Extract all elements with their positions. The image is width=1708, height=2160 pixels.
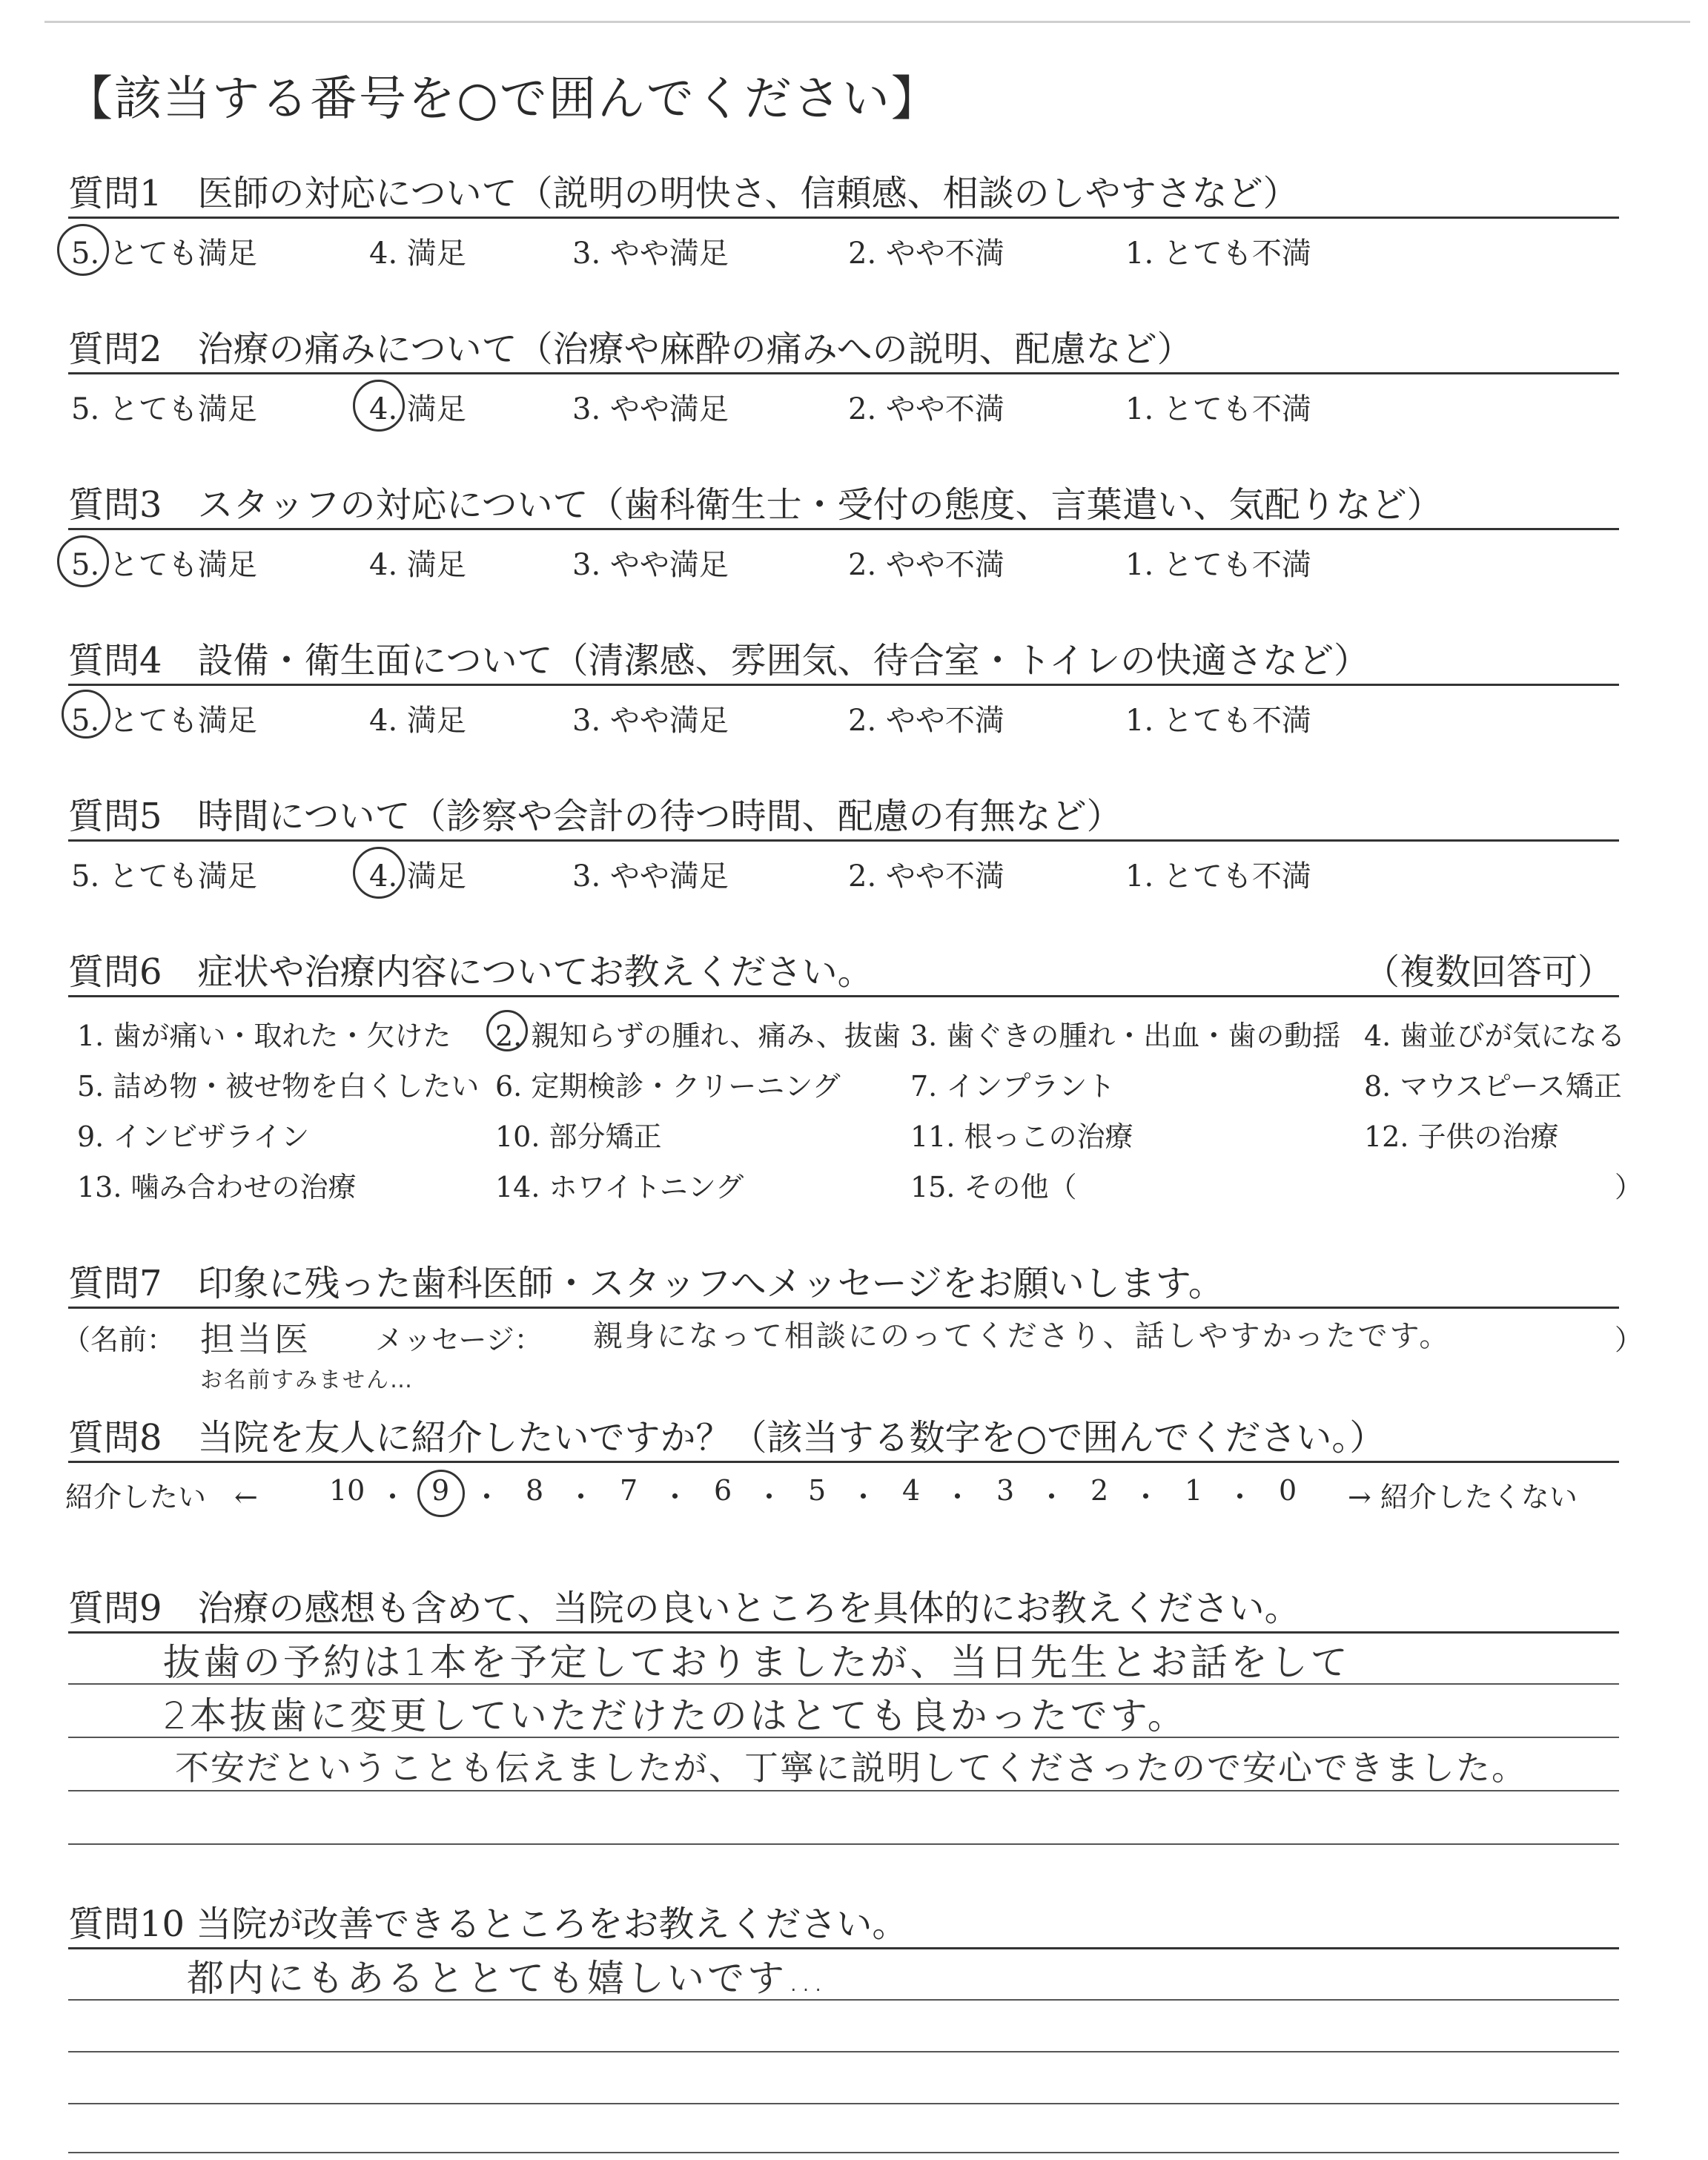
question-1-option-2[interactable]: 2. やや不満 xyxy=(848,237,1004,271)
question-5-option-3[interactable]: 3. やや満足 xyxy=(572,859,729,894)
recommend-score-10[interactable]: 10 xyxy=(329,1474,365,1507)
top-border xyxy=(44,21,1690,23)
question-3-option-1[interactable]: 1. とても不満 xyxy=(1125,548,1311,582)
good-points-line-1[interactable]: 抜歯の予約は1本を予定しておりましたが、当日先生とお話をして xyxy=(163,1641,1351,1684)
symptom-option-4[interactable]: 4. 歯並びが気になる xyxy=(1364,1020,1626,1052)
question-5-option-4[interactable]: 4. 満足 xyxy=(369,859,466,894)
question-1-title: 質問1 医師の対応について（説明の明快さ、信頼感、相談のしやすさなど） xyxy=(68,173,1299,214)
page-heading: 【該当する番号を○で囲んでください】 xyxy=(65,72,940,127)
question-2-option-2[interactable]: 2. やや不満 xyxy=(848,392,1004,426)
question-2-option-4[interactable]: 4. 満足 xyxy=(369,392,466,426)
scale-separator-dot: ・ xyxy=(661,1481,689,1513)
scale-separator-dot: ・ xyxy=(1225,1481,1254,1513)
symptom-other-close-paren: ） xyxy=(1615,1171,1644,1203)
scale-separator-dot: ・ xyxy=(1037,1481,1066,1513)
symptom-option-15[interactable]: 15. その他（ xyxy=(910,1171,1077,1203)
scale-separator-dot: ・ xyxy=(943,1481,972,1513)
recommend-left-label: 紹介したい ← xyxy=(65,1481,258,1513)
scale-separator-dot: ・ xyxy=(755,1481,784,1513)
symptom-option-8[interactable]: 8. マウスピース矯正 xyxy=(1364,1070,1622,1103)
recommend-score-8[interactable]: 8 xyxy=(526,1474,544,1507)
recommend-score-1[interactable]: 1 xyxy=(1185,1474,1203,1507)
answer-line xyxy=(68,2152,1619,2153)
question-5-title: 質問5 時間について（診察や会計の待つ時間、配慮の有無など） xyxy=(68,796,1122,837)
question-4-option-5[interactable]: 5. とても満足 xyxy=(71,704,257,738)
question-3-option-2[interactable]: 2. やや不満 xyxy=(848,548,1004,582)
question-8-rule xyxy=(68,1461,1619,1463)
question-2-title: 質問2 治療の痛みについて（治療や麻酔の痛みへの説明、配慮など） xyxy=(68,328,1193,370)
scale-separator-dot: ・ xyxy=(1131,1481,1160,1513)
question-4-title: 質問4 設備・衛生面について（清潔感、雰囲気、待合室・トイレの快適さなど） xyxy=(68,640,1370,681)
recommend-right-label: → 紹介したくない xyxy=(1348,1481,1578,1513)
recommend-selection-circle xyxy=(417,1470,465,1517)
question-2-rule xyxy=(68,372,1619,374)
message-close-paren: ） xyxy=(1615,1324,1644,1356)
symptom-option-12[interactable]: 12. 子供の治療 xyxy=(1364,1120,1559,1153)
answer-line xyxy=(68,1843,1619,1845)
question-7-rule xyxy=(68,1307,1619,1309)
question-2-option-3[interactable]: 3. やや満足 xyxy=(572,392,729,426)
question-9-title: 質問9 治療の感想も含めて、当院の良いところを具体的にお教えください。 xyxy=(68,1588,1300,1629)
question-8-title: 質問8 当院を友人に紹介したいですか？（該当する数字を○で囲んでください。） xyxy=(68,1417,1386,1459)
question-1-option-4[interactable]: 4. 満足 xyxy=(369,237,466,271)
improvement-line-1[interactable]: 都内にもあるととても嬉しいです… xyxy=(187,1957,827,2000)
symptom-option-6[interactable]: 6. 定期検診・クリーニング xyxy=(495,1070,841,1103)
recommend-score-5[interactable]: 5 xyxy=(808,1474,827,1507)
question-1-option-5[interactable]: 5. とても満足 xyxy=(71,237,257,271)
symptom-option-14[interactable]: 14. ホワイトニング xyxy=(495,1171,744,1203)
question-5-option-2[interactable]: 2. やや不満 xyxy=(848,859,1004,894)
recommend-score-3[interactable]: 3 xyxy=(996,1474,1015,1507)
question-4-option-2[interactable]: 2. やや不満 xyxy=(848,704,1004,738)
answer-line xyxy=(68,2103,1619,2104)
recommend-score-7[interactable]: 7 xyxy=(620,1474,638,1507)
message-label: メッセージ： xyxy=(375,1324,543,1356)
question-10-title: 質問10 当院が改善できるところをお教えください。 xyxy=(68,1903,908,1945)
question-5-option-5[interactable]: 5. とても満足 xyxy=(71,859,257,894)
question-5-rule xyxy=(68,839,1619,842)
symptom-option-7[interactable]: 7. インプラント xyxy=(910,1070,1116,1103)
question-4-option-1[interactable]: 1. とても不満 xyxy=(1125,704,1311,738)
symptom-option-3[interactable]: 3. 歯ぐきの腫れ・出血・歯の動揺 xyxy=(910,1020,1341,1052)
question-3-option-5[interactable]: 5. とても満足 xyxy=(71,548,257,582)
name-apology-note: お名前すみません… xyxy=(200,1367,414,1393)
symptom-option-5[interactable]: 5. 詰め物・被せ物を白くしたい xyxy=(77,1070,480,1103)
question-3-title: 質問3 スタッフの対応について（歯科衛生士・受付の態度、言葉遣い、気配りなど） xyxy=(68,484,1443,526)
question-3-option-4[interactable]: 4. 満足 xyxy=(369,548,466,582)
question-3-rule xyxy=(68,528,1619,530)
question-3-option-3[interactable]: 3. やや満足 xyxy=(572,548,729,582)
symptom-option-13[interactable]: 13. 噛み合わせの治療 xyxy=(77,1171,357,1203)
good-points-line-3[interactable]: 不安だということも伝えましたが、丁寧に説明してくださったので安心できました。 xyxy=(175,1748,1527,1788)
symptom-option-11[interactable]: 11. 根っこの治療 xyxy=(910,1120,1133,1153)
question-4-option-3[interactable]: 3. やや満足 xyxy=(572,704,729,738)
scale-separator-dot: ・ xyxy=(566,1481,595,1513)
staff-name-value[interactable]: 担当医 xyxy=(200,1319,311,1359)
recommend-score-4[interactable]: 4 xyxy=(902,1474,921,1507)
question-4-rule xyxy=(68,684,1619,686)
good-points-line-2[interactable]: 2本抜歯に変更していただけたのはとても良かったです。 xyxy=(163,1694,1188,1737)
question-1-rule xyxy=(68,217,1619,219)
answer-line xyxy=(68,1999,1619,2001)
scale-separator-dot: ・ xyxy=(472,1481,501,1513)
scale-separator-dot: ・ xyxy=(378,1481,407,1513)
answer-line xyxy=(68,2051,1619,2052)
question-4-option-4[interactable]: 4. 満足 xyxy=(369,704,466,738)
symptom-option-1[interactable]: 1. 歯が痛い・取れた・欠けた xyxy=(77,1020,451,1052)
question-6-note: （複数回答可） xyxy=(1364,951,1614,993)
symptom-option-10[interactable]: 10. 部分矯正 xyxy=(495,1120,662,1153)
question-2-option-5[interactable]: 5. とても満足 xyxy=(71,392,257,426)
question-5-option-1[interactable]: 1. とても不満 xyxy=(1125,859,1311,894)
answer-line xyxy=(68,1790,1619,1791)
recommend-score-0[interactable]: 0 xyxy=(1279,1474,1297,1507)
question-1-option-1[interactable]: 1. とても不満 xyxy=(1125,237,1311,271)
staff-name-label: （名前： xyxy=(62,1324,176,1356)
question-1-option-3[interactable]: 3. やや満足 xyxy=(572,237,729,271)
question-2-option-1[interactable]: 1. とても不満 xyxy=(1125,392,1311,426)
scale-separator-dot: ・ xyxy=(849,1481,878,1513)
recommend-score-6[interactable]: 6 xyxy=(714,1474,732,1507)
symptom-option-2[interactable]: 2. 親知らずの腫れ、痛み、抜歯 xyxy=(495,1020,901,1052)
question-6-title: 質問6 症状や治療内容についてお教えください。 xyxy=(68,951,873,993)
symptom-option-9[interactable]: 9. インビザライン xyxy=(77,1120,310,1153)
question-6-rule xyxy=(68,995,1619,997)
answer-line xyxy=(68,1737,1619,1738)
answer-line xyxy=(68,1683,1619,1685)
message-value[interactable]: 親身になって相談にのってくださり、話しやすかったです。 xyxy=(593,1319,1452,1353)
recommend-score-9[interactable]: 9 xyxy=(431,1474,450,1507)
recommend-score-2[interactable]: 2 xyxy=(1090,1474,1109,1507)
question-7-title: 質問7 印象に残った歯科医師・スタッフへメッセージをお願いします。 xyxy=(68,1263,1224,1304)
